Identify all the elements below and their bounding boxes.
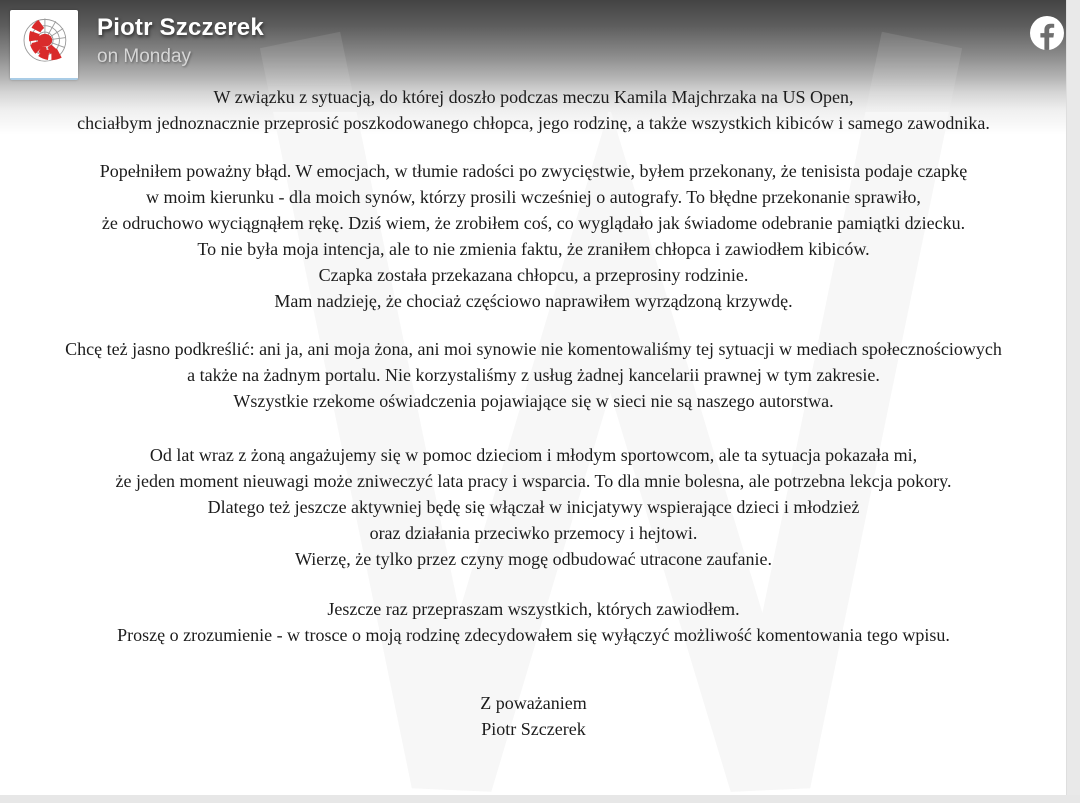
text-line: Popełniłem poważny błąd. W emocjach, w tłumie radości po zwycięstwie, byłem przekonany, że tenisista podaje czapkę <box>99 161 968 181</box>
text-line: To nie była moja intencja, ale to nie zmienia faktu, że zraniłem chłopca i zawiodłem kibiców. <box>197 239 870 259</box>
text-line: oraz działania przeciwko przemocy i hejtowi. <box>369 523 698 543</box>
text-line: Jeszcze raz przepraszam wszystkich, których zawiodłem. <box>327 599 740 619</box>
paragraph <box>14 442 1053 572</box>
text-line: chciałbym jednoznacznie przeprosić poszkodowanego chłopca, jego rodzinę, a także wszystkich kibiców i samego zawodnika. <box>77 113 990 133</box>
text-line: a także na żadnym portalu. Nie korzystaliśmy z usług żadnej kancelarii prawnej w tym zakresie. <box>187 365 880 385</box>
text-line: Od lat wraz z żoną angażujemy się w pomoc dzieciom i młodym sportowcom, ale ta sytuacja pokazała mi, <box>149 445 918 465</box>
text-line: w moim kierunku - dla moich synów, którzy prosili wcześniej o autografy. To błędne przekonanie sprawiło, <box>146 187 921 207</box>
signature-name: Piotr Szczerek <box>481 719 586 739</box>
paragraph <box>14 336 1053 414</box>
text-line: Wierzę, że tylko przez czyny mogę odbudować utracone zaufanie. <box>294 549 773 569</box>
paragraph <box>14 84 1053 136</box>
text-line: Proszę o zrozumienie - w trosce o moją rodzinę zdecydowałem się wyłączyć możliwość komentowania tego wpisu. <box>117 625 950 645</box>
text-line: Dlatego też jeszcze aktywniej będę się włączał w inicjatywy wspierające dzieci i młodzież <box>207 497 860 517</box>
paragraph <box>14 596 1053 648</box>
signature-block <box>14 690 1053 742</box>
paragraph <box>14 158 1053 314</box>
signature-closing: Z poważaniem <box>480 693 587 713</box>
author-name[interactable]: Piotr Szczerek <box>97 14 264 41</box>
text-line: Mam nadzieję, że chociaż częściowo naprawiłem wyrządzoną krzywdę. <box>274 291 793 311</box>
page-bottom-edge <box>0 795 1080 803</box>
text-line: że jeden moment nieuwagi może zniweczyć lata pracy i wsparcia. To dla mnie bolesna, ale potrzebna lekcja pokory. <box>115 471 952 491</box>
text-line: W związku z sytuacją, do której doszło podczas meczu Kamila Majchrzaka na US Open, <box>213 87 854 107</box>
text-line: Chcę też jasno podkreślić: ani ja, ani moja żona, ani moi synowie nie komentowaliśmy tej sytuacji w mediach społecznościowych <box>65 339 1002 359</box>
post-timestamp: on Monday <box>97 46 192 67</box>
vertical-scrollbar[interactable] <box>1066 0 1080 803</box>
text-line: że odruchowo wyciągnąłem rękę. Dziś wiem, że zrobiłem coś, co wyglądało jak świadome odebranie pamiątki dziecku. <box>101 213 966 233</box>
text-line: Wszystkie rzekome oświadczenia pojawiające się w sieci nie są naszego autorstwa. <box>233 391 834 411</box>
text-line: Czapka została przekazana chłopcu, a przeprosiny rodzinie. <box>318 265 749 285</box>
